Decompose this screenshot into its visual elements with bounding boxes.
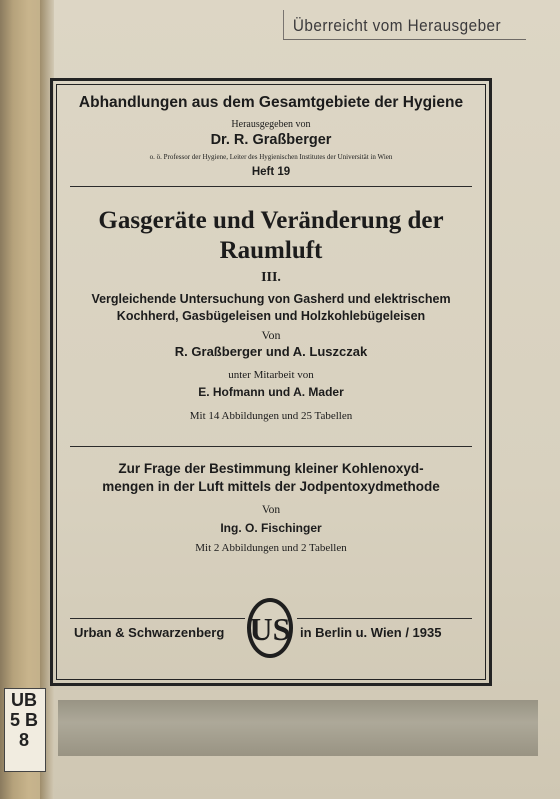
part2-title-line1: Zur Frage der Bestimmung kleiner Kohlenoxyd- — [118, 461, 424, 476]
series-editor: Dr. R. Graßberger — [210, 132, 332, 148]
part2-by: Von — [261, 504, 281, 516]
series-title: Abhandlungen aus dem Gesamtgebiete der Hygiene — [78, 94, 464, 111]
part1-volume: III. — [261, 270, 281, 285]
part1-collaborators: E. Hofmann und A. Mader — [198, 385, 344, 399]
publisher-name: Urban & Schwarzenberg — [74, 625, 225, 640]
issue-number: Heft 19 — [251, 166, 291, 178]
editor-position: o. ö. Professor der Hygiene, Leiter des Hygienischen Institutes der Universität in Wien — [149, 153, 393, 161]
divider-imprint-left — [70, 618, 245, 619]
part1-authors: R. Graßberger und A. Luszczak — [174, 344, 368, 359]
part1-title-line2: Raumluft — [219, 237, 323, 264]
place-and-year: in Berlin u. Wien / 1935 — [300, 625, 442, 640]
part1-by: Von — [261, 328, 281, 342]
part2-illustrations: Mit 2 Abbildungen und 2 Tabellen — [195, 542, 347, 554]
tape-strip — [58, 700, 538, 756]
part1-subtitle-line2: Kochherd, Gasbügeleisen und Holzkohlebügeleisen — [116, 309, 426, 323]
svg-text:US: US — [249, 611, 291, 647]
edited-by-label: Herausgegeben von — [231, 119, 311, 130]
part2-author: Ing. O. Fischinger — [220, 521, 322, 535]
part1-title-line1: Gasgeräte und Veränderung der — [98, 207, 444, 234]
divider-series — [70, 186, 472, 187]
divider-imprint-right — [297, 618, 472, 619]
part2-title-line2: mengen in der Luft mittels der Jodpentoxydmethode — [102, 479, 440, 494]
part1-subtitle-line1: Vergleichende Untersuchung von Gasherd und elektrischem — [91, 292, 451, 306]
part1-collab-label: unter Mitarbeit von — [228, 369, 314, 381]
presentation-stamp: Überreicht vom Herausgeber — [283, 10, 526, 40]
library-label-text: UB 5 B 8 — [9, 690, 38, 750]
divider-parts — [70, 446, 472, 447]
part1-illustrations: Mit 14 Abbildungen und 25 Tabellen — [189, 410, 353, 422]
publisher-logo — [245, 596, 295, 660]
